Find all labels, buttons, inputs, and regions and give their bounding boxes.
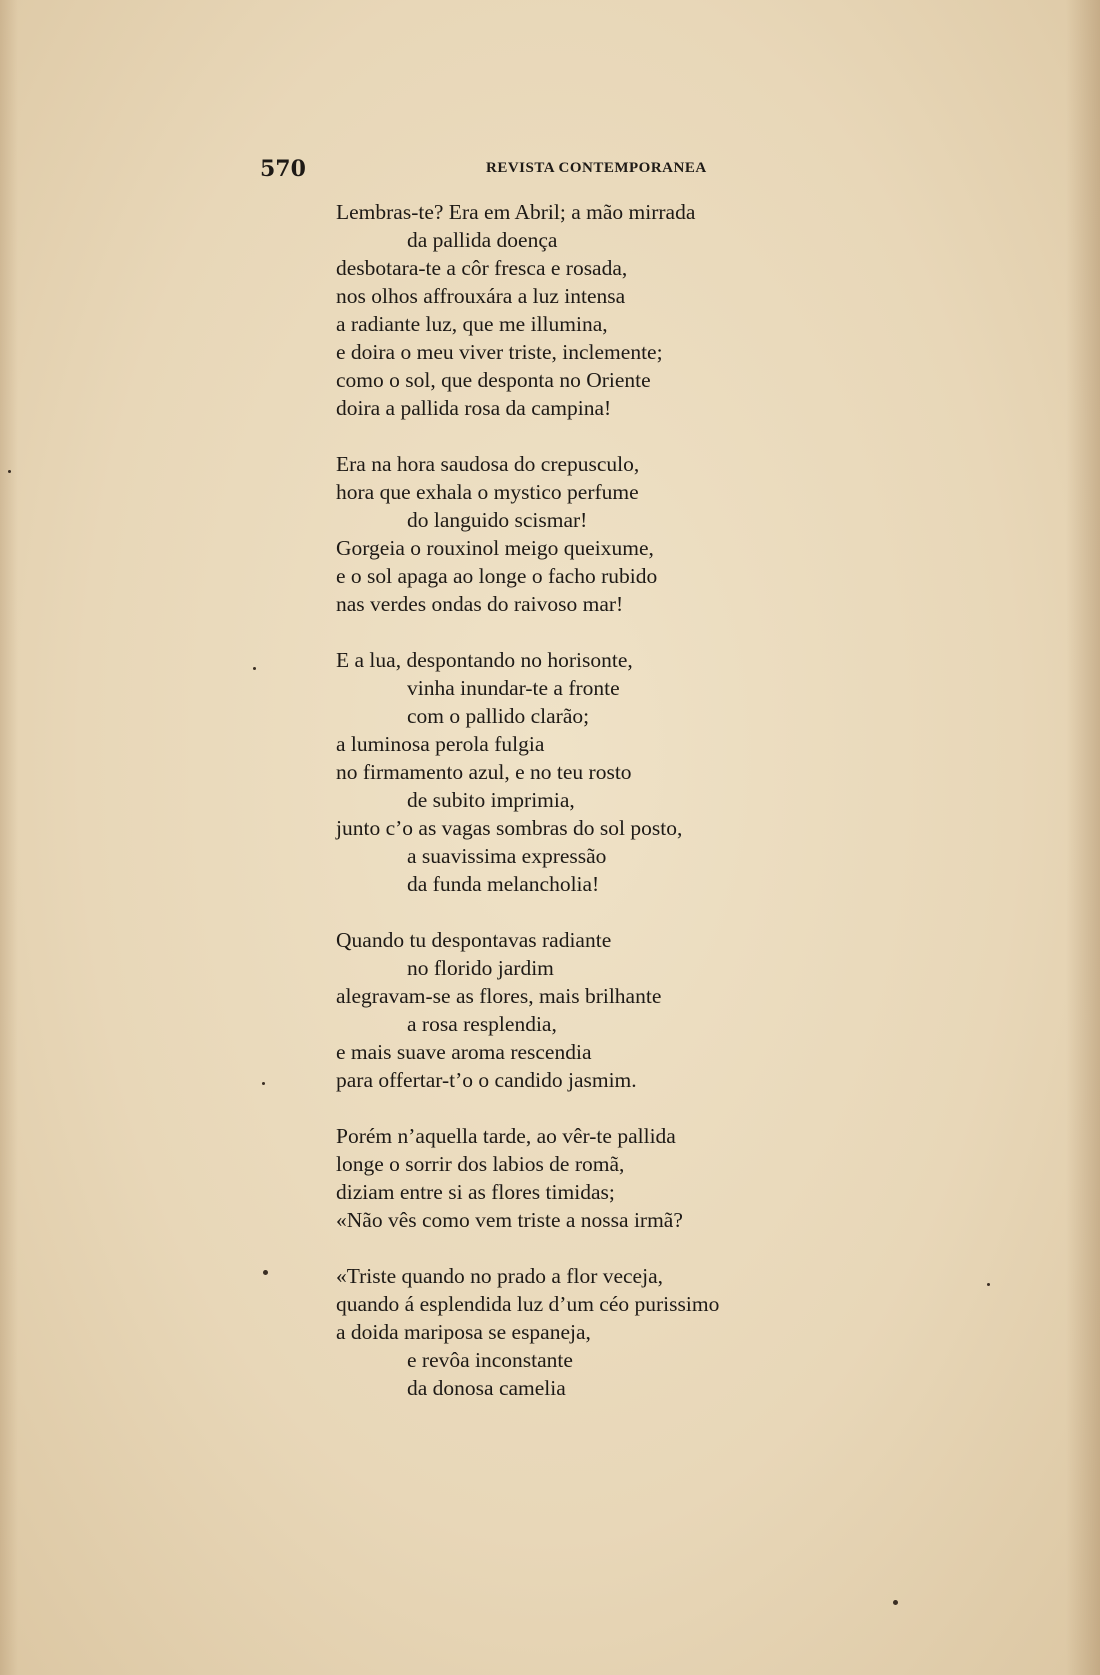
poem-line: a luminosa perola fulgia [336,732,545,756]
poem-line: junto c’o as vagas sombras do sol posto, [336,816,683,840]
poem-line: nos olhos affrouxára a luz intensa [336,284,626,308]
stanza [336,1262,856,1402]
poem-line: do languido scismar! [407,508,588,532]
running-title: REVISTA CONTEMPORANEA [486,160,707,176]
poem-line: e mais suave aroma rescendia [336,1040,592,1064]
poem-line: Porém n’aquella tarde, ao vêr-te pallida [336,1124,676,1148]
poem-line: no florido jardim [407,956,554,980]
poem-line: e revôa inconstante [407,1348,573,1372]
paper-speck [253,667,256,670]
poem-body [336,198,856,1430]
poem-line: Lembras-te? Era em Abril; a mão mirrada [336,200,696,224]
page-header [260,156,730,186]
poem-line: Era na hora saudosa do crepusculo, [336,452,640,476]
poem-line: da funda melancholia! [407,872,600,896]
poem-line: nas verdes ondas do raivoso mar! [336,592,624,616]
paper-speck [987,1283,990,1286]
page-number: 570 [260,156,306,182]
poem-line: «Triste quando no prado a flor veceja, [336,1264,663,1288]
page-edge-shadow-left [0,0,18,1675]
poem-line: vinha inundar-te a fronte [407,676,620,700]
poem-line: a rosa resplendia, [407,1012,557,1036]
poem-line: para offertar-t’o o candido jasmim. [336,1068,637,1092]
poem-line: a radiante luz, que me illumina, [336,312,608,336]
poem-line: a suavissima expressão [407,844,607,868]
stanza [336,926,856,1094]
poem-line: Gorgeia o rouxinol meigo queixume, [336,536,654,560]
poem-line: longe o sorrir dos labios de romã, [336,1152,625,1176]
poem-line: diziam entre si as flores timidas; [336,1180,615,1204]
poem-line: alegravam-se as flores, mais brilhante [336,984,662,1008]
poem-line: de subito imprimia, [407,788,575,812]
poem-line: e o sol apaga ao longe o facho rubido [336,564,658,588]
paper-speck [263,1270,268,1275]
stanza [336,450,856,618]
stanza [336,198,856,422]
stanza [336,1122,856,1234]
paper-speck [8,470,11,473]
page-edge-shadow-right [1066,0,1100,1675]
poem-line: com o pallido clarão; [407,704,590,728]
poem-line: como o sol, que desponta no Oriente [336,368,651,392]
poem-line: E a lua, despontando no horisonte, [336,648,633,672]
poem-line: hora que exhala o mystico perfume [336,480,639,504]
poem-line: e doira o meu viver triste, inclemente; [336,340,663,364]
paper-speck [262,1082,265,1085]
poem-line: «Não vês como vem triste a nossa irmã? [336,1208,683,1232]
poem-line: Quando tu despontavas radiante [336,928,612,952]
paper-speck [893,1600,898,1605]
poem-line: a doida mariposa se espaneja, [336,1320,591,1344]
poem-line: desbotara-te a côr fresca e rosada, [336,256,628,280]
poem-line: quando á esplendida luz d’um céo purissimo [336,1292,720,1316]
poem-line: no firmamento azul, e no teu rosto [336,760,632,784]
poem-line: doira a pallida rosa da campina! [336,396,612,420]
stanza [336,646,856,898]
poem-line: da pallida doença [407,228,558,252]
poem-line: da donosa camelia [407,1376,566,1400]
